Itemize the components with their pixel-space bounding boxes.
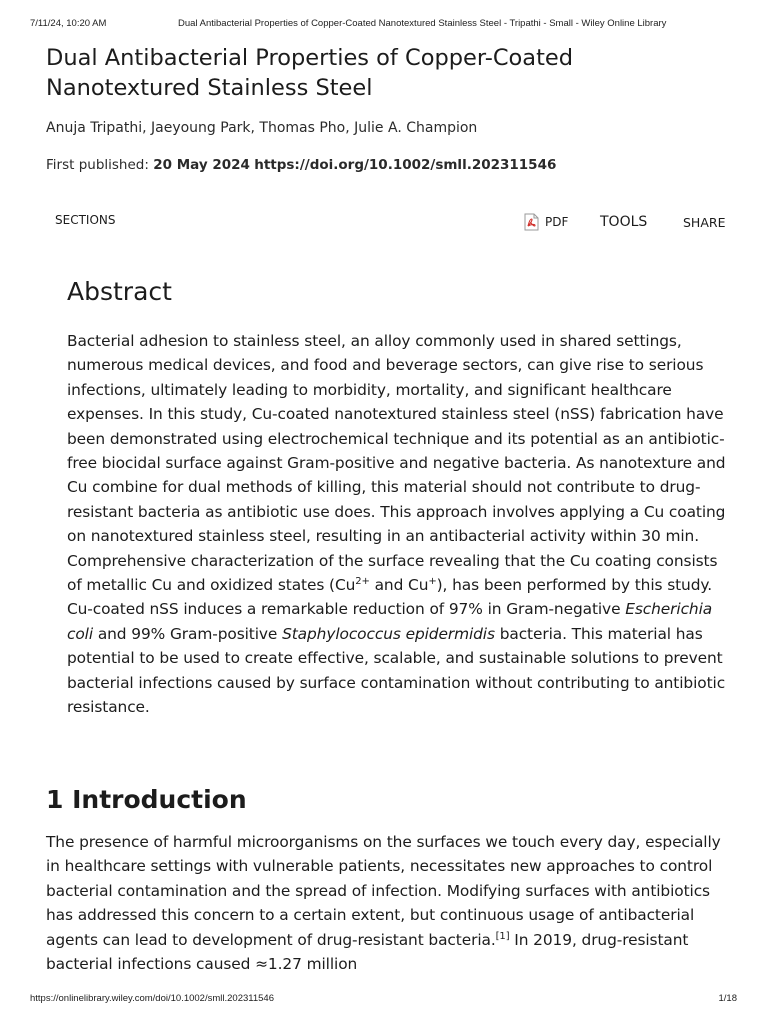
doi-link[interactable]: https://doi.org/10.1002/smll.202311546 xyxy=(254,157,557,173)
print-page-title: Dual Antibacterial Properties of Copper-Coated Nanotextured Stainless Steel - Tripathi - Small - Wiley Online Library xyxy=(178,18,667,29)
reference-link-1[interactable]: [1] xyxy=(495,930,510,942)
sections-menu-button[interactable]: SECTIONS xyxy=(55,213,116,227)
publication-info xyxy=(46,157,556,173)
author-list[interactable]: Anuja Tripathi, Jaeyoung Park, Thomas Pho, Julie A. Champion xyxy=(46,120,478,136)
pdf-label: PDF xyxy=(545,215,569,229)
abstract-heading: Abstract xyxy=(67,277,172,306)
share-menu-button[interactable]: SHARE xyxy=(683,215,726,230)
introduction-heading: 1 Introduction xyxy=(46,785,247,814)
print-datetime: 7/11/24, 10:20 AM xyxy=(30,18,107,29)
published-date: 20 May 2024 xyxy=(153,157,250,173)
print-url: https://onlinelibrary.wiley.com/doi/10.1002/smll.202311546 xyxy=(30,993,274,1004)
pdf-file-icon xyxy=(524,213,539,231)
page-number: 1/18 xyxy=(718,993,737,1004)
species-staphylococcus-epidermidis: Staphylococcus epidermidis xyxy=(282,624,495,643)
tools-menu-button[interactable]: TOOLS xyxy=(600,214,648,230)
pdf-button[interactable] xyxy=(524,213,568,231)
published-label: First published: xyxy=(46,157,149,173)
introduction-text: The presence of harmful microorganisms on the surfaces we touch every day, especially in healthcare settings with vulnerable patients, necessitates new approaches to control bacterial contamination and the spread of infection. Modifying surfaces with antibiotics has addressed this concern to a certain extent, but continuous usage of antibacterial agents can lead to development of drug-resistant bacteria.[1] In 2019, drug-resistant bacterial infections caused ≈1.27 million xyxy=(46,833,721,974)
article-title: Dual Antibacterial Properties of Copper-Coated Nanotextured Stainless Steel xyxy=(46,45,574,101)
abstract-text: Bacterial adhesion to stainless steel, an alloy commonly used in shared settings, numerous medical devices, and food and beverage sectors, can give rise to serious infections, ultimately leading to morbidity, mortality, and significant healthcare expenses. In this study, Cu-coated nanotextured stainless steel (nSS) fabrication have been demonstrated using electrochemical technique and its potential as an antibiotic-free biocidal surface against Gram-positive and negative bacteria. As nanotexture and Cu combine for dual methods of killing, this material should not contribute to drug-resistant bacteria as antibiotic use does. This approach involves applying a Cu coating on nanotextured stainless steel, resulting in an antibacterial activity within 30 min. Comprehensive characterization of the surface revealing that the Cu coating consists of metallic Cu and oxidized states ($Cu^{2+}$ and Cu+), has been performed by this study. Cu-coated nSS induces a remarkable reduction of 97% in Gram-negative Escherichia coli and 99% Gram-positive Staphylococcus epidermidis bacteria. This material has potential to be used to create effective, scalable, and sustainable solutions to prevent bacterial infections caused by surface contamination without contributing to antibiotic resistance. xyxy=(67,332,726,717)
species-escherichia-coli: Escherichia coli xyxy=(67,600,713,643)
